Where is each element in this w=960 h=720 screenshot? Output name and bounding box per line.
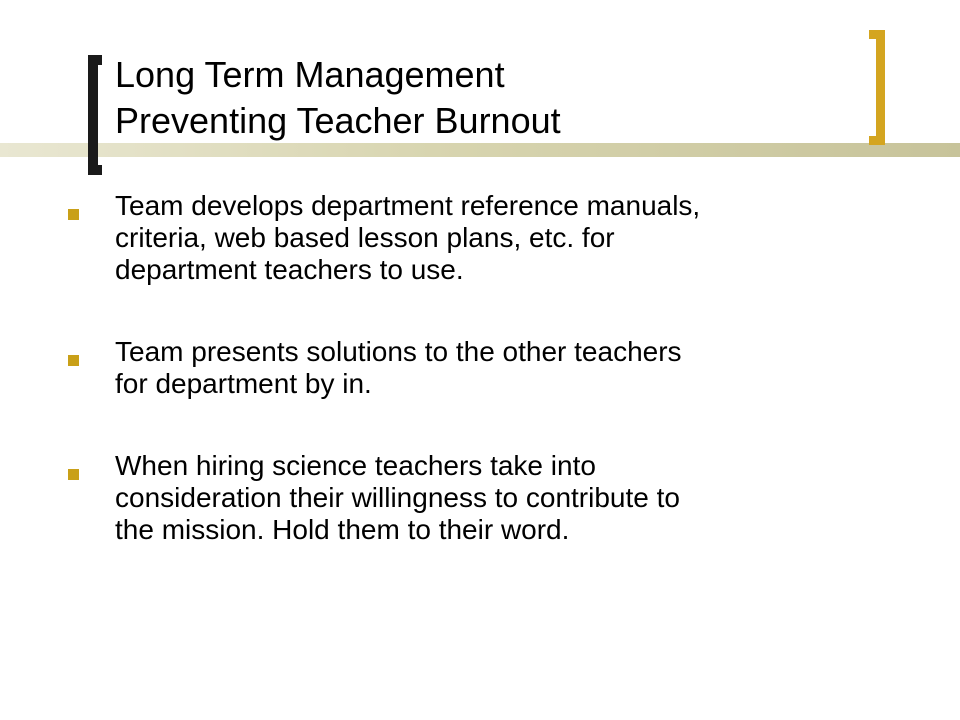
square-bullet-icon — [68, 209, 79, 220]
right-bracket-decoration — [869, 30, 885, 145]
bullet-item — [68, 336, 928, 400]
square-bullet-icon — [68, 469, 79, 480]
bullet-list — [68, 190, 928, 596]
bullet-item — [68, 190, 928, 286]
bullet-text: Team develops department reference manuals, criteria, web based lesson plans, etc. for department teachers to use. — [115, 190, 701, 285]
slide-title — [115, 52, 855, 144]
bullet-item — [68, 450, 928, 546]
left-bracket-decoration — [88, 55, 102, 175]
title-line-1: Long Term Management — [115, 54, 505, 95]
square-bullet-icon — [68, 355, 79, 366]
title-line-2: Preventing Teacher Burnout — [115, 100, 561, 141]
title-band-decoration — [0, 143, 960, 157]
bullet-text: Team presents solutions to the other teachers for department by in. — [115, 336, 682, 399]
bullet-text: When hiring science teachers take into consideration their willingness to contribute to the mission. Hold them to their word. — [115, 450, 680, 545]
